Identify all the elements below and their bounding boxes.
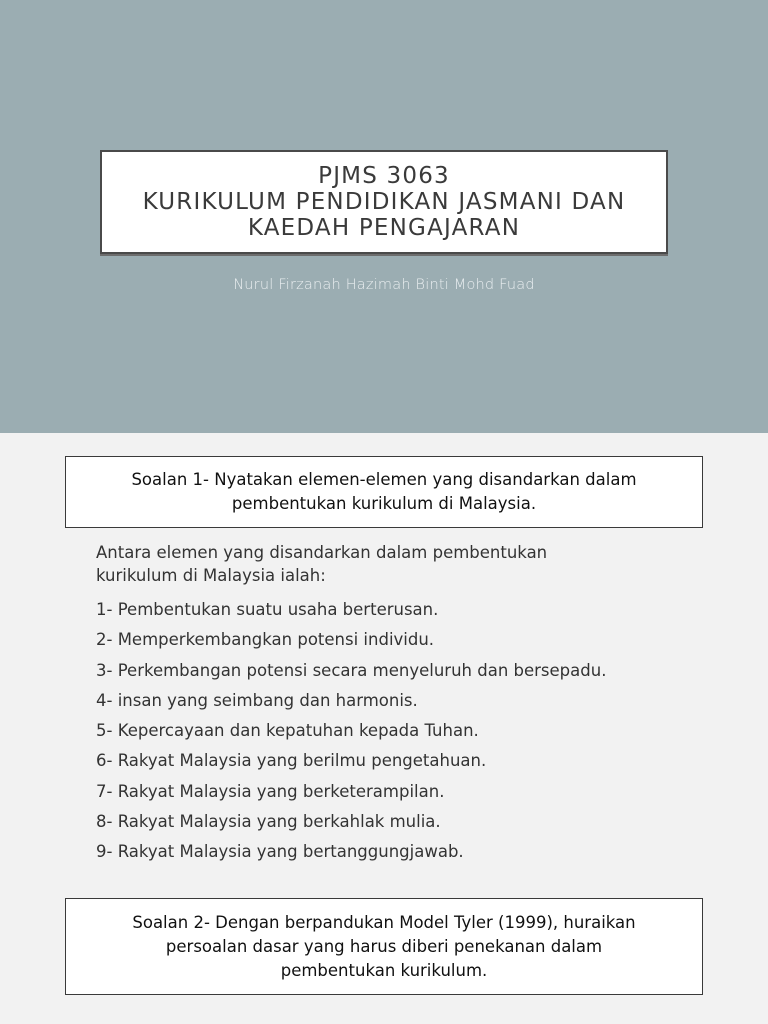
answer-block xyxy=(96,541,696,868)
answer-item: 8- Rakyat Malaysia yang berkahlak mulia. xyxy=(96,812,441,832)
question-1-box xyxy=(65,456,703,528)
answer-item: 1- Pembentukan suatu usaha berterusan. xyxy=(96,600,439,619)
answer-item: 2- Memperkembangkan potensi individu. xyxy=(96,630,435,650)
answer-list xyxy=(96,595,696,868)
question-2-line-3: pembentukan kurikulum. xyxy=(280,960,488,980)
course-title-line-2: KAEDAH PENGAJARAN xyxy=(247,215,521,241)
question-1-line-1: Soalan 1- Nyatakan elemen-elemen yang disandarkan dalam xyxy=(131,470,637,489)
question-2-line-1: Soalan 2- Dengan berpandukan Model Tyler (1999), huraikan xyxy=(132,912,636,932)
answer-item: 5- Kepercayaan dan kepatuhan kepada Tuhan. xyxy=(96,721,479,741)
answer-item: 4- insan yang seimbang dan harmonis. xyxy=(96,690,418,710)
answer-intro xyxy=(96,541,696,587)
answer-item: 6- Rakyat Malaysia yang berilmu pengetahuan. xyxy=(96,751,487,771)
content-slide xyxy=(0,433,768,1024)
answer-item: 7- Rakyat Malaysia yang berketerampilan. xyxy=(96,781,445,801)
course-code: PJMS 3063 xyxy=(318,163,450,189)
title-box xyxy=(100,150,668,254)
question-2-line-2: persoalan dasar yang harus diberi penekanan dalam xyxy=(165,936,603,956)
course-title-line-1: KURIKULUM PENDIDIKAN JASMANI DAN xyxy=(142,189,626,215)
answer-intro-line-2: kurikulum di Malaysia ialah: xyxy=(96,566,326,585)
answer-intro-line-1: Antara elemen yang disandarkan dalam pembentukan xyxy=(96,543,548,562)
question-2-box xyxy=(65,898,703,995)
answer-item: 9- Rakyat Malaysia yang bertanggungjawab. xyxy=(96,842,464,862)
author-name: Nurul Firzanah Hazimah Binti Mohd Fuad xyxy=(233,277,535,293)
question-1-line-2: pembentukan kurikulum di Malaysia. xyxy=(231,494,537,513)
answer-item: 3- Perkembangan potensi secara menyeluruh dan bersepadu. xyxy=(96,660,607,680)
title-slide xyxy=(0,0,768,433)
